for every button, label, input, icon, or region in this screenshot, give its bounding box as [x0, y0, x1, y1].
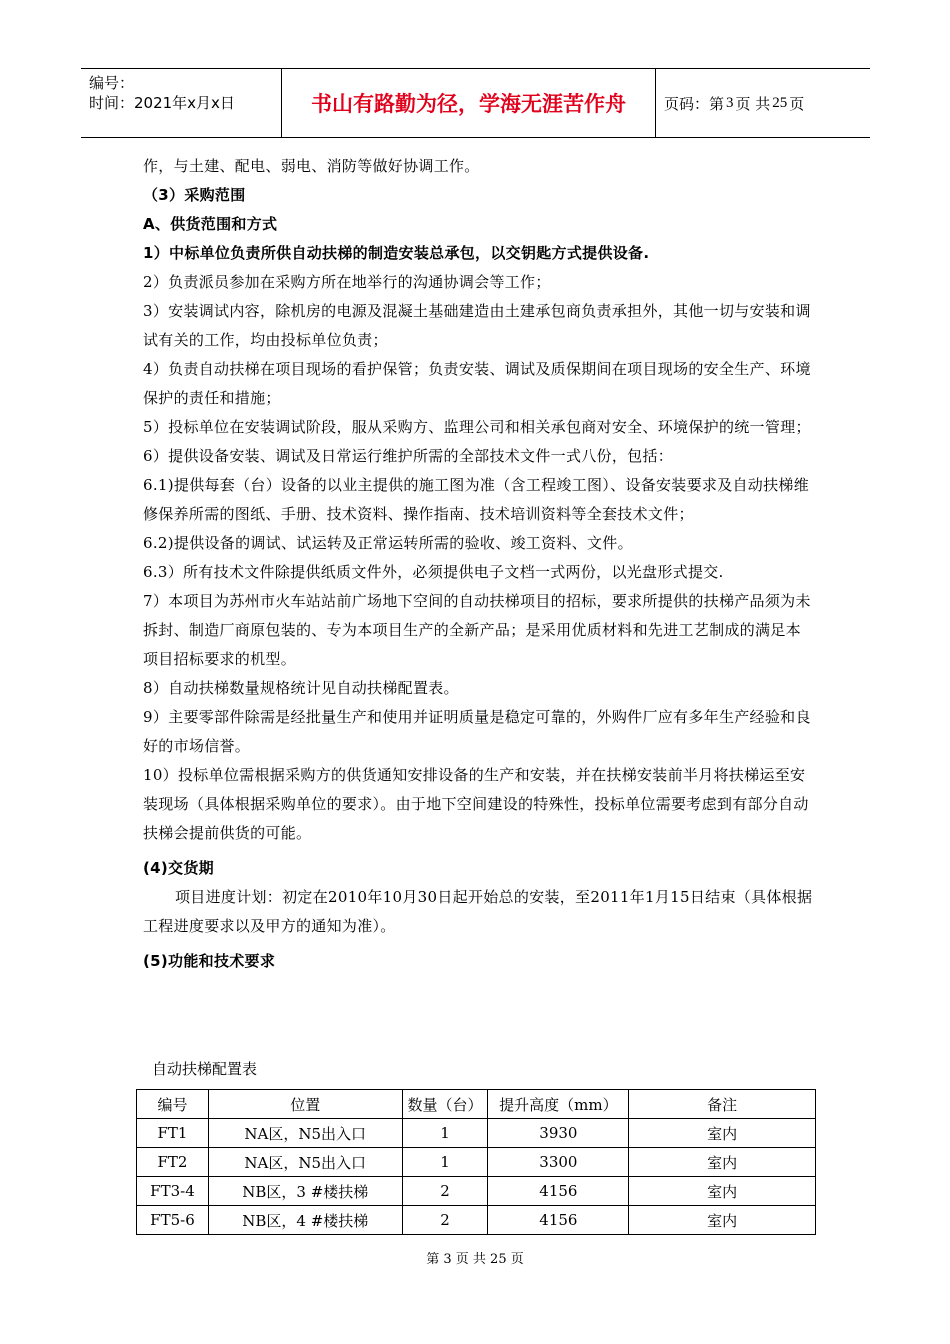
column-header: 数量（台）: [402, 1090, 488, 1119]
code-label: 编号：: [89, 74, 135, 92]
table-cell: 3300: [488, 1148, 629, 1177]
column-header: 编号: [137, 1090, 209, 1119]
section-heading: (4)交货期: [143, 859, 214, 877]
list-item: 6）提供设备安装、调试及日常运行维护所需的全部技术文件一式八份，包括：: [143, 447, 674, 465]
escalator-config-table: [136, 1089, 816, 1235]
column-header: 备注: [629, 1090, 816, 1119]
document-body: [143, 152, 813, 976]
list-item: 9）主要零部件除需是经批量生产和使用并证明质量是稳定可靠的，外购件厂应有多年生产经验和良好的市场信誉。: [143, 708, 811, 755]
table-cell: NB区，4 #楼扶梯: [208, 1206, 402, 1235]
table-cell: 室内: [629, 1148, 816, 1177]
list-item: 5）投标单位在安装调试阶段，服从采购方、监理公司和相关承包商对安全、环境保护的统一管理；: [143, 418, 811, 436]
date-label: 时间：2021年x月x日: [89, 94, 235, 112]
header-page-info: [656, 69, 870, 137]
list-item: 6.3）所有技术文件除提供纸质文件外，必须提供电子文档一式两份，以光盘形式提交.: [143, 563, 724, 581]
list-item: 6.2)提供设备的调试、试运转及正常运转所需的验收、竣工资料、文件。: [143, 534, 633, 552]
list-item: 4）负责自动扶梯在项目现场的看护保管；负责安装、调试及质保期间在项目现场的安全生产、环境保护的责任和措施；: [143, 360, 811, 407]
paragraph: 项目进度计划：初定在2010年10月30日起开始总的安装，至2011年1月15日结束（具体根据工程进度要求以及甲方的通知为准）。: [143, 888, 813, 935]
list-item: 3）安装调试内容，除机房的电源及混凝土基础建造由土建承包商负责承担外，其他一切与安装和调试有关的工作，均由投标单位负责；: [143, 302, 811, 349]
page-suffix: 页: [789, 94, 805, 113]
table-cell: 3930: [488, 1119, 629, 1148]
table-cell: NA区，N5出入口: [208, 1148, 402, 1177]
page-number: 3: [726, 94, 734, 111]
paragraph: 作，与土建、配电、弱电、消防等做好协调工作。: [143, 157, 480, 175]
page-footer: 第 3 页 共 25 页: [426, 1252, 524, 1267]
table-cell: 2: [402, 1177, 488, 1206]
subsection-heading: A、供货范围和方式: [143, 215, 278, 233]
table-row: [137, 1148, 816, 1177]
page-total: 25: [772, 94, 788, 111]
table-cell: 1: [402, 1119, 488, 1148]
table-cell: NA区，N5出入口: [208, 1119, 402, 1148]
list-item: 6.1)提供每套（台）设备的以业主提供的施工图为准（含工程竣工图）、设备安装要求及自动扶梯维修保养所需的图纸、手册、技术资料、操作指南、技术培训资料等全套技术文件；: [143, 476, 810, 523]
column-header: 位置: [208, 1090, 402, 1119]
table-cell: 4156: [488, 1177, 629, 1206]
section-heading: （3）采购范围: [143, 186, 246, 204]
page-mid: 页 共: [735, 94, 771, 113]
table-cell: FT5-6: [137, 1206, 209, 1235]
header-motto: 书山有路勤为径，学海无涯苦作舟: [282, 69, 656, 137]
table-cell: 4156: [488, 1206, 629, 1235]
header-meta: [81, 69, 282, 137]
list-item: 10）投标单位需根据采购方的供货通知安排设备的生产和安装，并在扶梯安装前半月将扶梯运至安装现场（具体根据采购单位的要求）。由于地下空间建设的特殊性，投标单位需要考虑到有部分自动扶梯会提前供货的可能。: [143, 766, 809, 842]
table-row: [137, 1119, 816, 1148]
column-header: 提升高度（mm）: [488, 1090, 629, 1119]
table-cell: NB区，3 #楼扶梯: [208, 1177, 402, 1206]
table-cell: FT1: [137, 1119, 209, 1148]
section-heading: (5)功能和技术要求: [143, 952, 276, 970]
page-header: [81, 68, 870, 138]
table-cell: FT3-4: [137, 1177, 209, 1206]
table-cell: 室内: [629, 1177, 816, 1206]
table-caption: 自动扶梯配置表: [152, 1060, 258, 1078]
list-item: 1）中标单位负责所供自动扶梯的制造安装总承包，以交钥匙方式提供设备.: [143, 244, 650, 262]
table-cell: 1: [402, 1148, 488, 1177]
table-cell: FT2: [137, 1148, 209, 1177]
page-prefix: 页码：第: [664, 94, 725, 113]
table-cell: 室内: [629, 1119, 816, 1148]
list-item: 7）本项目为苏州市火车站站前广场地下空间的自动扶梯项目的招标，要求所提供的扶梯产品须为未拆封、制造厂商原包装的、专为本项目生产的全新产品；是采用优质材料和先进工艺制成的满足本项目招标要求的机型。: [143, 592, 811, 668]
list-item: 8）自动扶梯数量规格统计见自动扶梯配置表。: [143, 679, 459, 697]
list-item: 2）负责派员参加在采购方所在地举行的沟通协调会等工作；: [143, 273, 551, 291]
table-row: [137, 1206, 816, 1235]
table-cell: 室内: [629, 1206, 816, 1235]
table-cell: 2: [402, 1206, 488, 1235]
table-header-row: [137, 1090, 816, 1119]
table-row: [137, 1177, 816, 1206]
